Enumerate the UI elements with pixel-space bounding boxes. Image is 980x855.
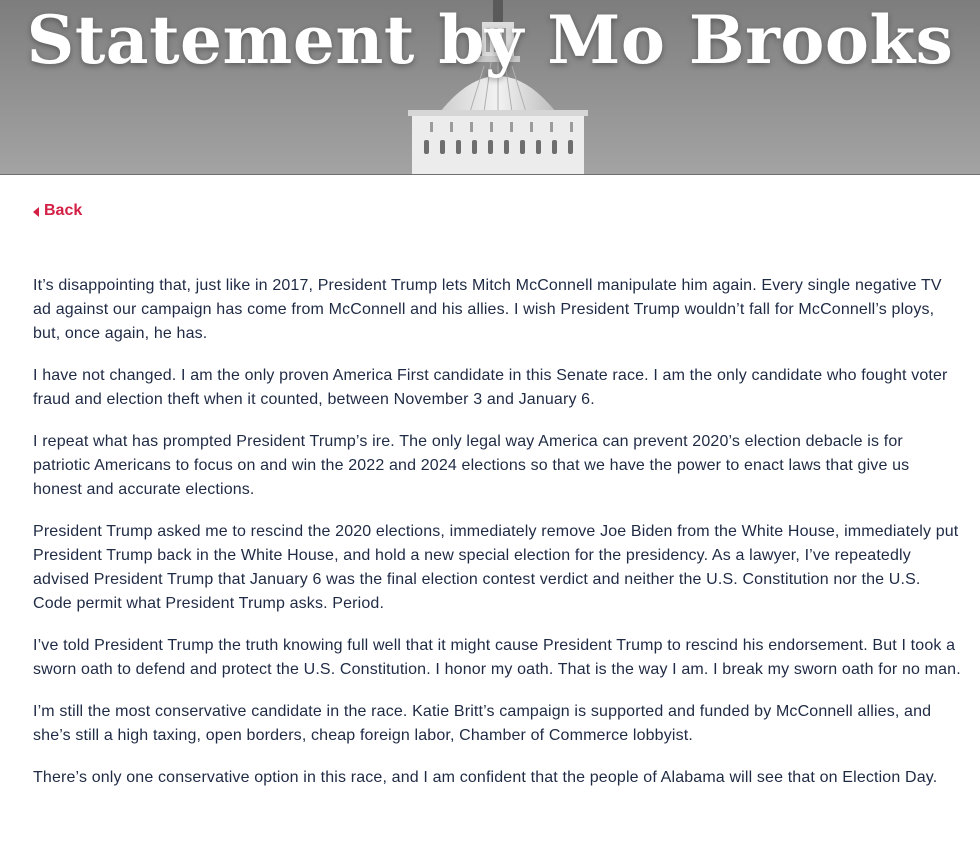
statement-paragraph: I’m still the most conservative candidate in the race. Katie Britt’s campaign is supported and funded by McConnell allies, and she’s still a high taxing, open borders, cheap foreign labor, Chamber of Commerce lobbyist. (33, 702, 932, 744)
statement-paragraph: It’s disappointing that, just like in 2017, President Trump lets Mitch McConnell manipulate him again. Every single negative TV ad against our campaign has come from McConnell and his allies. I wish President Trump wouldn’t fall for McConnell’s ploys, but, once again, he has. (33, 276, 942, 342)
caret-left-icon (33, 207, 39, 217)
back-label: Back (44, 202, 83, 219)
statement-paragraph: There’s only one conservative option in this race, and I am confident that the people of Alabama will see that on Election Day. (33, 768, 938, 786)
hero-banner (0, 0, 980, 175)
statement-paragraph: President Trump asked me to rescind the 2020 elections, immediately remove Joe Biden from the White House, immediately put President Trump back in the White House, and hold a new special election for the presidency. As a lawyer, I’ve repeatedly advised President Trump that January 6 was the final election contest verdict and neither the U.S. Constitution nor the U.S. Code permit what President Trump asks. Period. (33, 522, 959, 612)
statement-body (33, 274, 962, 790)
statement-paragraph: I have not changed. I am the only proven America First candidate in this Senate race. I am the only candidate who fought voter fraud and election theft when it counted, between November 3 and January 6. (33, 366, 948, 408)
statement-paragraph: I’ve told President Trump the truth knowing full well that it might cause President Trump to rescind his endorsement. But I took a sworn oath to defend and protect the U.S. Constitution. I honor my oath. That is the way I am. I break my sworn oath for no man. (33, 636, 961, 678)
page-title: Statement by Mo Brooks (26, 1, 954, 79)
back-link[interactable] (33, 202, 82, 220)
statement-content (0, 175, 980, 790)
statement-paragraph: I repeat what has prompted President Trump’s ire. The only legal way America can prevent 2020’s election debacle is for patriotic Americans to focus on and win the 2022 and 2024 elections so that we have the power to enact laws that give us honest and accurate elections. (33, 432, 910, 498)
